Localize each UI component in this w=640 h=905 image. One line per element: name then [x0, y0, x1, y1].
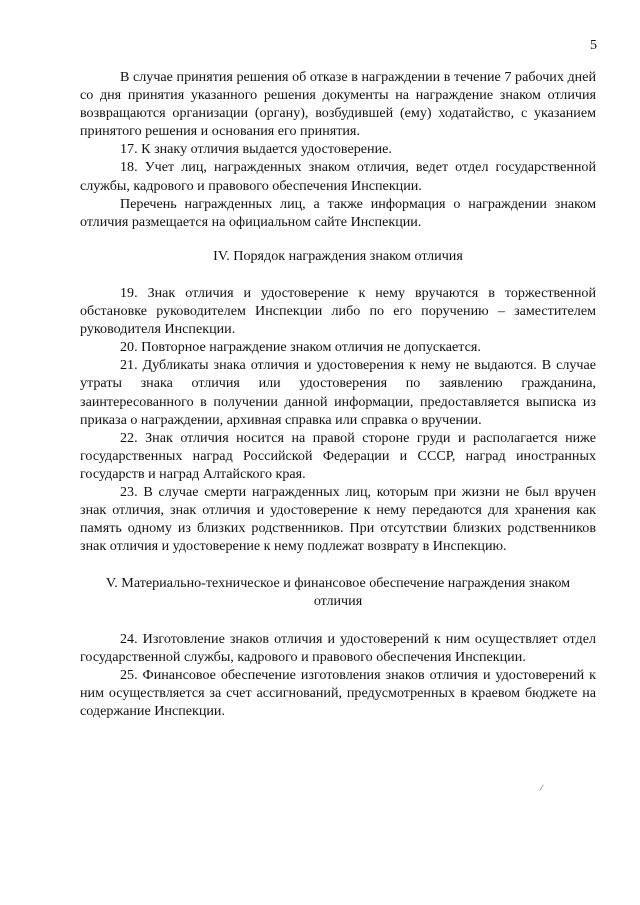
- paragraph-20: 20. Повторное награждение знаком отличия не допускается.: [120, 339, 481, 356]
- paragraph-25: 25. Финансовое обеспечение изготовления знаков отличия и удостоверений к ним осуществляется за счет ассигнований, предусмотренных в краевом бюджете на содержание Инспекции.: [80, 666, 596, 719]
- paragraph-17: 17. К знаку отличия выдается удостоверение.: [120, 141, 392, 158]
- document-body: [80, 68, 596, 720]
- page-number: 5: [590, 38, 597, 53]
- paragraph-23: 23. В случае смерти награжденных лиц, которым при жизни не был вручен знак отличия, знак отличия и удостоверение к нему передаются для хранения как память одному из близких родственников. При отсутствии близких родственников знак отличия и удостоверение к нему подлежат возврату в Инспекцию.: [80, 483, 596, 555]
- paragraph-awardee-list: Перечень награжденных лиц, а также информация о награждении знаком отличия размещается на официальном сайте Инспекции.: [80, 195, 596, 230]
- section-iv-heading: IV. Порядок награждения знаком отличия: [213, 247, 463, 264]
- paragraph-24: 24. Изготовление знаков отличия и удостоверений к ним осуществляет отдел государственной службы, кадрового и правового обеспечения Инспекции.: [80, 630, 596, 665]
- paragraph-18: 18. Учет лиц, награжденных знаком отличия, ведет отдел государственной службы, кадрового и правового обеспечения Инспекции.: [80, 159, 596, 194]
- paragraph-refusal: В случае принятия решения об отказе в награждении в течение 7 рабочих дней со дня принятия указанного решения документы на награждение знаком отличия возвращаются организации (органу), возбудившей (ему) ходатайство, с указанием принятого решения и основания его принятия.: [80, 69, 596, 140]
- stray-mark: /: [538, 782, 544, 795]
- section-v-heading: V. Материально-техническое и финансовое обеспечение награждения знаком отличия: [105, 575, 571, 610]
- paragraph-22: 22. Знак отличия носится на правой стороне груди и располагается ниже государственных наград Российской Федерации и СССР, наград иностранных государств и наград Алтайского края.: [80, 429, 596, 482]
- paragraph-21: 21. Дубликаты знака отличия и удостоверения к нему не выдаются. В случае утраты знака отличия или удостоверения по заявлению гражданина, заинтересованного в получении данной информации, предоставляется выписка из приказа о награждении, архивная справка или справка о вручении.: [80, 357, 596, 428]
- paragraph-19: 19. Знак отличия и удостоверение к нему вручаются в торжественной обстановке руководителем Инспекции либо по его поручению – заместителем руководителя Инспекции.: [80, 284, 596, 338]
